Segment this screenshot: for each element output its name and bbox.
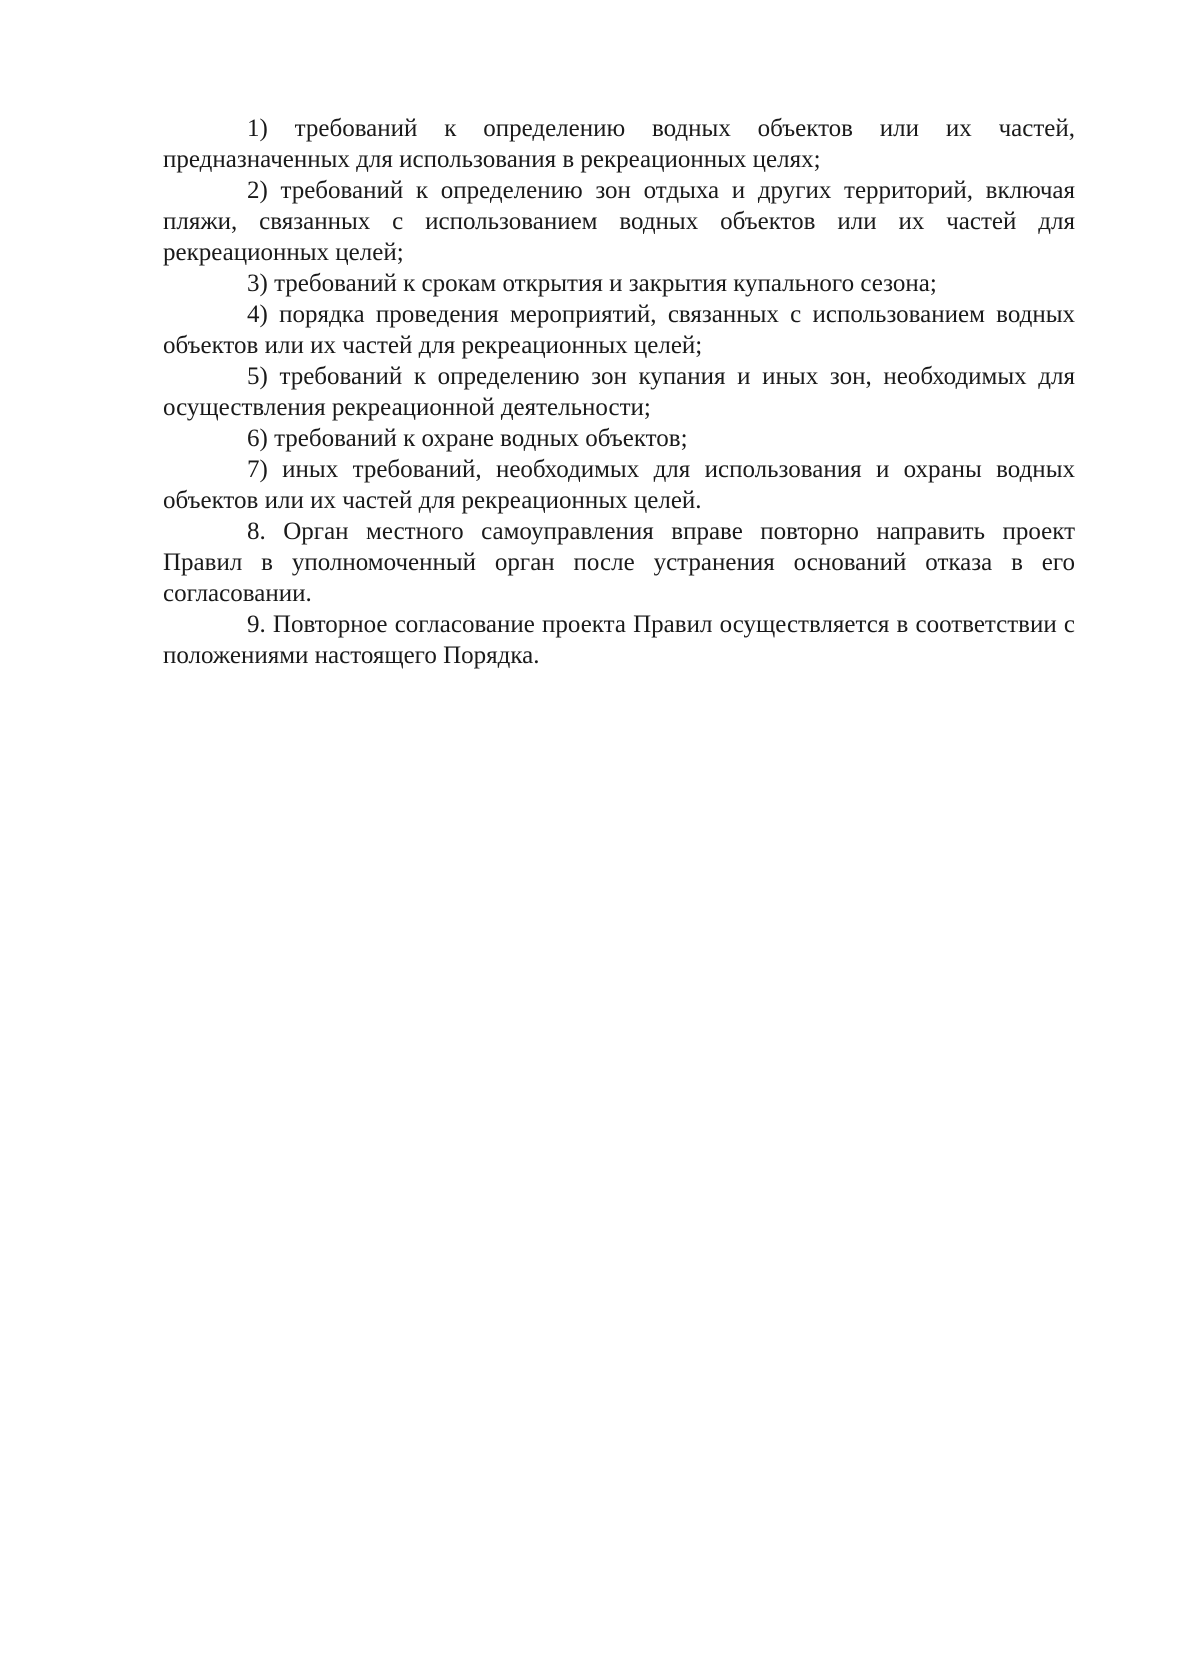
paragraph-clause-9: 9. Повторное согласование проекта Правил осуществляется в соответствии с положениями настоящего Порядка.: [163, 611, 1075, 669]
paragraph-item-5: 5) требований к определению зон купания и иных зон, необходимых для осуществления рекреационной деятельности;: [163, 363, 1075, 421]
document-body: [163, 113, 1075, 671]
paragraph-item-3: 3) требований к срокам открытия и закрытия купального сезона;: [247, 270, 937, 297]
paragraph-clause-8: 8. Орган местного самоуправления вправе повторно направить проект Правил в уполномоченный орган после устранения оснований отказа в его согласовании.: [163, 518, 1075, 607]
paragraph-item-2: 2) требований к определению зон отдыха и других территорий, включая пляжи, связанных с использованием водных объектов или их частей для рекреационных целей;: [163, 177, 1075, 266]
paragraph-item-1: 1) требований к определению водных объектов или их частей, предназначенных для использования в рекреационных целях;: [163, 115, 1075, 173]
paragraph-item-4: 4) порядка проведения мероприятий, связанных с использованием водных объектов или их частей для рекреационных целей;: [163, 301, 1075, 359]
paragraph-item-6: 6) требований к охране водных объектов;: [247, 425, 688, 452]
paragraph-item-7: 7) иных требований, необходимых для использования и охраны водных объектов или их частей для рекреационных целей.: [163, 456, 1075, 514]
